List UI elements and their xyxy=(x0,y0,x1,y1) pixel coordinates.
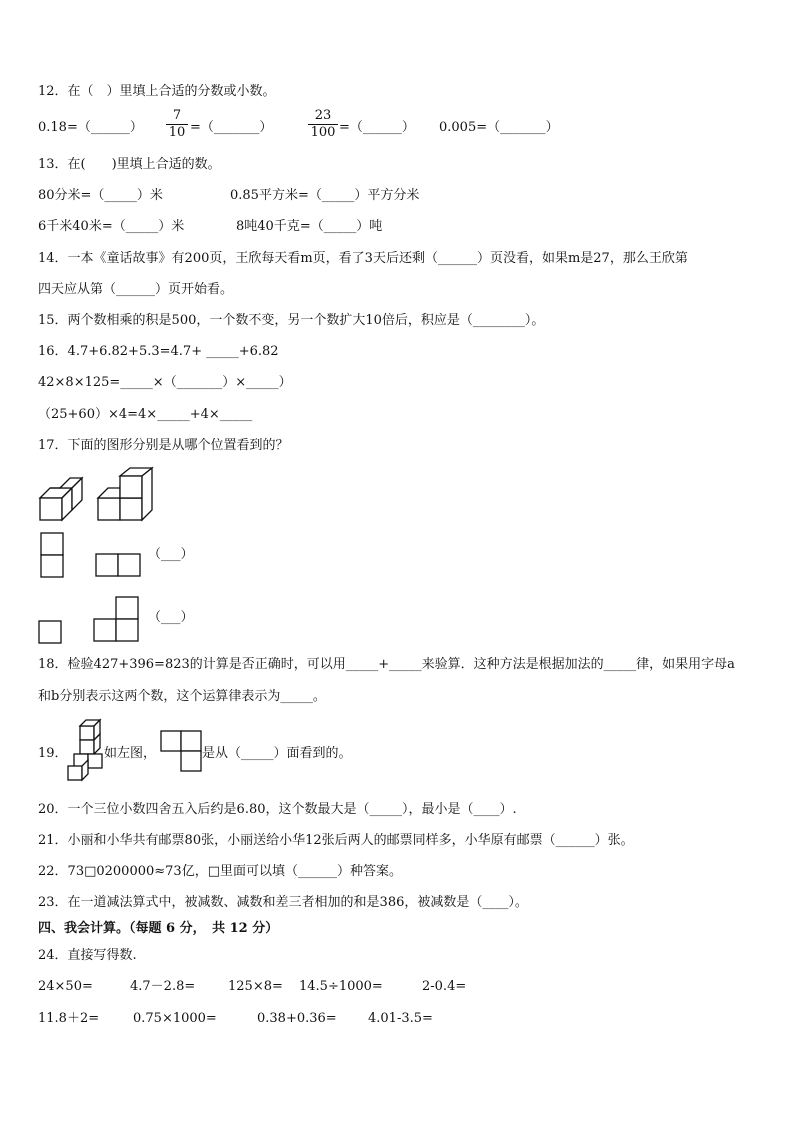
q19-rest-text: 是从（_____）面看到的。 xyxy=(202,746,352,761)
q19-number: 19． xyxy=(38,746,68,761)
q17-answer-2: （___） xyxy=(148,610,194,625)
q12-fraction-c xyxy=(308,108,338,141)
q12-item-d: 0.005=（_______） xyxy=(439,120,559,135)
q24-row1-item-3: 125×8= xyxy=(228,979,283,994)
q22-text: 22．73□0200000≈73亿，□里面可以填（______）种答案。 xyxy=(38,864,402,879)
q13-item-d: 8吨40千克=（_____）吨 xyxy=(236,219,383,234)
q17-answer-1: （___） xyxy=(148,547,194,562)
q19-mid-text: 如左图， xyxy=(104,746,157,761)
q13-item-b: 0.85平方米=（_____）平方分米 xyxy=(230,188,420,203)
q17-view-single-square xyxy=(38,620,64,646)
q12-fraction-b xyxy=(166,108,188,141)
q12-item-b-answer: =（_______） xyxy=(190,120,273,135)
q24-row1-item-5: 2-0.4= xyxy=(422,979,467,994)
q13-item-a: 80分米=（_____）米 xyxy=(38,188,163,203)
q24-row2-item-4: 4.01-3.5= xyxy=(368,1011,433,1026)
q16-line1: 16．4.7+6.82+5.3=4.7+ _____+6.82 xyxy=(38,344,279,359)
q17-solid-shape-1 xyxy=(38,478,88,522)
q17-prompt: 17．下面的图形分别是从哪个位置看到的？ xyxy=(38,438,289,453)
q12-item-c-answer: =（______） xyxy=(339,120,415,135)
q14-line1: 14．一本《童话故事》有200页，王欣每天看m页，看了3天后还剩（______）页没看，如果m是27，那么王欣第 xyxy=(38,251,688,266)
q20-text: 20．一个三位小数四舍五入后约是6.80，这个数最大是（_____），最小是（____）. xyxy=(38,802,517,817)
q12-b-numerator: 7 xyxy=(172,108,182,123)
q12-c-denominator: 100 xyxy=(310,125,336,140)
q21-text: 21．小丽和小华共有邮票80张，小丽送给小华12张后两人的邮票同样多，小华原有邮票（______）张。 xyxy=(38,833,634,848)
q24-row2-item-3: 0.38+0.36= xyxy=(257,1011,337,1026)
q12-item-a: 0.18=（______） xyxy=(38,120,143,135)
q17-view-l-shape xyxy=(92,596,142,646)
q18-line1: 18．检验427+396=823的计算是否正确时，可以用_____+_____来验算．这种方法是根据加法的_____律，如果用字母a xyxy=(38,657,735,672)
q14-line2: 四天应从第（______）页开始看。 xyxy=(38,282,234,297)
q24-row2-item-2: 0.75×1000= xyxy=(133,1011,217,1026)
q24-prompt: 24．直接写得数. xyxy=(38,948,137,963)
section-4-title: 四、我会计算。（每题 6 分， 共 12 分） xyxy=(38,921,279,936)
q15-text: 15．两个数相乘的积是500，一个数不变，另一个数扩大10倍后，积应是（________）。 xyxy=(38,313,545,328)
q16-line3: （25+60）×4=4×_____+4×_____ xyxy=(38,407,253,422)
q19-cube-stack xyxy=(66,720,106,782)
q23-text: 23．在一道减法算式中，被减数、减数和差三者相加的和是386，被减数是（____）。 xyxy=(38,895,528,910)
q24-row1-item-1: 24×50= xyxy=(38,979,93,994)
q12-prompt: 12．在（ ）里填上合适的分数或小数。 xyxy=(38,84,276,99)
q18-line2: 和b分别表示这两个数，这个运算律表示为_____。 xyxy=(38,689,326,704)
q19-view-shape xyxy=(160,730,204,774)
q12-b-denominator: 10 xyxy=(168,125,186,140)
q17-solid-shape-2 xyxy=(96,468,156,522)
q24-row1-item-4: 14.5÷1000= xyxy=(299,979,383,994)
q17-view-horizontal-two-squares xyxy=(95,553,145,579)
q24-row1-item-2: 4.7－2.8= xyxy=(130,979,196,994)
q13-prompt: 13．在( )里填上合适的数。 xyxy=(38,157,221,172)
q24-row2-item-1: 11.8＋2= xyxy=(38,1011,100,1026)
q17-view-vertical-two-squares xyxy=(40,532,66,580)
q16-line2: 42×8×125=_____×（_______）×_____） xyxy=(38,375,292,390)
q12-c-numerator: 23 xyxy=(314,108,332,123)
q13-item-c: 6千米40米=（_____）米 xyxy=(38,219,185,234)
